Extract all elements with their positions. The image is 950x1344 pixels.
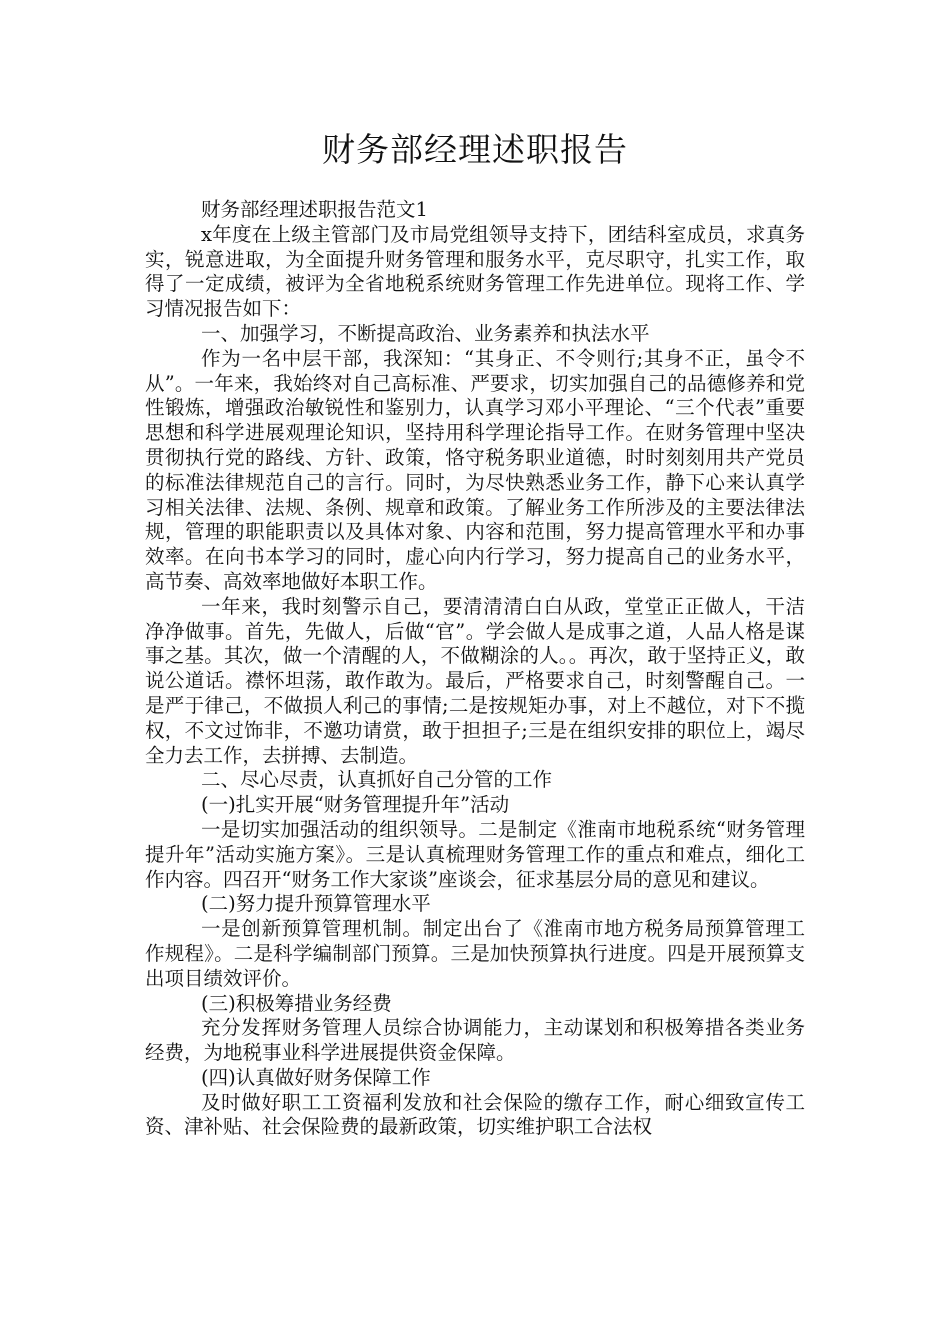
section-heading-2: 二、尽心尽责，认真抓好自己分管的工作 [201,768,553,792]
paragraph-subtitle: 财务部经理述职报告范文1 [201,198,428,221]
section-heading-1: 一、加强学习，不断提高政治、业务素养和执法水平 [201,321,650,345]
subsection-heading: (二)努力提升预算管理水平 [201,892,431,916]
paragraph: 一是切实加强活动的组织领导。二是制定《淮南市地税系统“财务管理提升年”活动实施方案》。三是认真梳理财务管理工作的重点和难点，细化工作内容。四召开“财务工作大家谈”座谈会，征求基层分局的意见和建议。 [145,817,805,891]
subsection-heading: (四)认真做好财务保障工作 [201,1065,431,1089]
subsection-heading: (一)扎实开展“财务管理提升年”活动 [201,793,510,817]
paragraph: 作为一名中层干部，我深知：“其身正、不令则行;其身不正，虽令不从”。一年来，我始终对自己高标准、严要求，切实加强自己的品德修养和党性锻炼，增强政治敏锐性和鉴别力，认真学习邓小平理论、“三个代表”重要思想和科学进展观理论知识，坚持用科学理论指导工作。在财务管理中坚决贯彻执行党的路线、方针、政策，恪守税务职业道德，时时刻刻用共产党员的标准法律规范自己的言行。同时，为尽快熟悉业务工作，静下心来认真学习相关法律、法规、条例、规章和政策。了解业务工作所涉及的主要法律法规，管理的职能职责以及具体对象、内容和范围，努力提高管理水平和办事效率。在向书本学习的同时，虚心向内行学习，努力提高自己的业务水平，高节奏、高效率地做好本职工作。 [145,346,805,593]
paragraph: 一年来，我时刻警示自己，要清清清白白从政，堂堂正正做人，干洁净净做事。首先，先做人，后做“官”。学会做人是成事之道，人品人格是谋事之基。其次，做一个清醒的人，不做糊涂的人。。再次，敢于坚持正义，敢说公道话。襟怀坦荡，敢作敢为。最后，严格要求自己，时刻警醒自己。一是严于律己，不做损人利己的事情;二是按规矩办事，对上不越位，对下不揽权，不文过饰非，不邀功请赏，敢于担担子;三是在组织安排的职位上，竭尽全力去工作，去拼搏、去制造。 [145,594,805,767]
paragraph: 一是创新预算管理机制。制定出台了《淮南市地方税务局预算管理工作规程》。二是科学编制部门预算。三是加快预算执行进度。四是开展预算支出项目绩效评价。 [145,917,805,990]
paragraph: 充分发挥财务管理人员综合协调能力，主动谋划和积极筹措各类业务经费，为地税事业科学进展提供资金保障。 [145,1016,805,1065]
paragraph: 及时做好职工工资福利发放和社会保险的缴存工作，耐心细致宣传工资、津补贴、社会保险费的最新政策，切实维护职工合法权 [145,1090,805,1139]
paragraph-intro: x年度在上级主管部门及市局党组领导支持下，团结科室成员，求真务实，锐意进取，为全面提升财务管理和服务水平，克尽职守，扎实工作，取得了一定成绩，被评为全省地税系统财务管理工作先进单位。现将工作、学习情况报告如下： [145,222,805,321]
document-body [145,198,805,1140]
subsection-heading: (三)积极筹措业务经费 [201,991,392,1015]
document-title: 财务部经理述职报告 [322,130,628,169]
